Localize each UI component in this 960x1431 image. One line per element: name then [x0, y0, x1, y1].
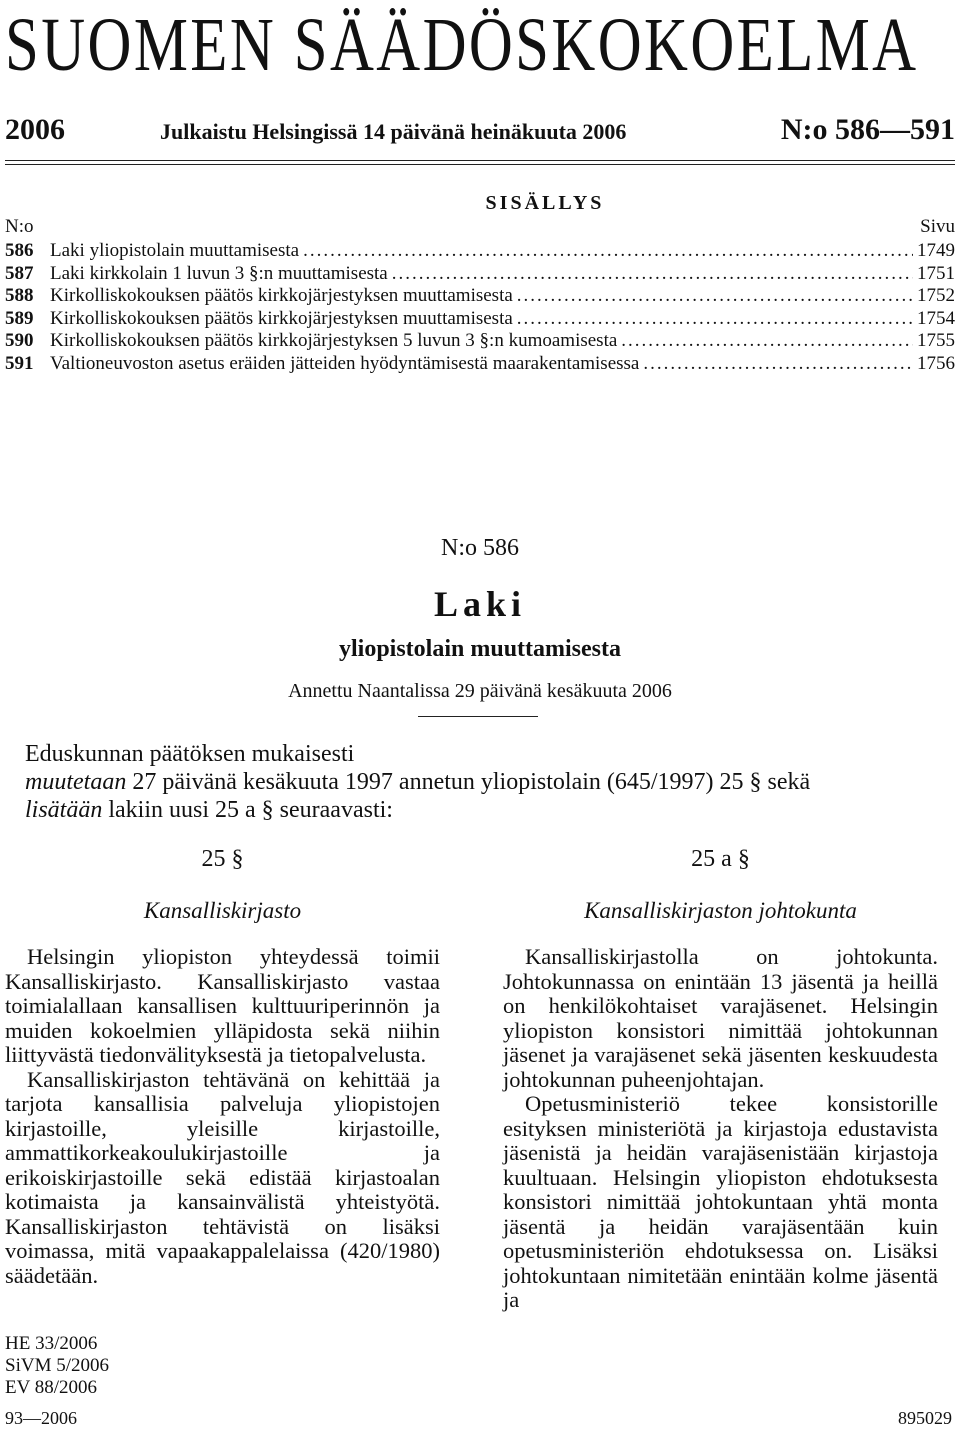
toc-item-title: Kirkolliskokouksen päätös kirkkojärjestyksen muuttamisesta — [50, 307, 513, 329]
reference-item: HE 33/2006 — [5, 1333, 98, 1354]
toc-leader-dots — [621, 330, 913, 353]
reference-item: EV 88/2006 — [5, 1377, 98, 1398]
law-subject: yliopistolain muuttamisesta — [338, 636, 622, 662]
toc-col-number: N:o — [5, 216, 34, 237]
toc-leader-dots — [392, 263, 913, 286]
toc-item — [5, 308, 955, 331]
section-paragraph: Helsingin yliopiston yhteydessä toimii Kansalliskirjasto. Kansalliskirjasto vastaa toimialallaan kansallisen kulttuuriperinnön ja muiden kokoelmien ylläpidosta sekä niihin liittyvästä tiedonvälityksestä ja tietopalvelusta. — [5, 944, 440, 1067]
toc-item-number: 588 — [5, 285, 34, 306]
enactment-clause — [25, 740, 935, 824]
amend-text: 27 päivänä kesäkuuta 1997 annetun yliopistolain (645/1997) 25 § sekä — [126, 769, 811, 795]
section-heading: 25 § — [201, 846, 244, 872]
law-given-date: Annettu Naantalissa 29 päivänä kesäkuuta 2006 — [288, 680, 672, 702]
issue-header — [5, 108, 955, 152]
toc-heading: SISÄLLYS — [485, 192, 605, 214]
footer-code-left: 93—2006 — [5, 1408, 77, 1428]
issue-numbers: N:o 586—591 — [780, 113, 955, 146]
toc-item-number: 586 — [5, 240, 34, 261]
header-rule-bottom — [5, 164, 955, 165]
footer-code-right: 895029 — [898, 1408, 952, 1428]
toc-col-page: Sivu — [920, 216, 955, 237]
toc-item-title: Laki kirkkolain 1 luvun 3 §:n muuttamisesta — [50, 262, 388, 284]
law-number: N:o 586 — [441, 535, 519, 561]
publication-date: Julkaistu Helsingissä 14 päivänä heinäkuuta 2006 — [160, 119, 627, 144]
toc-item — [5, 263, 955, 286]
toc-column-headers — [5, 216, 955, 240]
toc-item-number: 589 — [5, 307, 34, 329]
section-title: Kansalliskirjaston johtokunta — [584, 898, 857, 923]
toc-item-page: 1752 — [917, 285, 955, 306]
toc-item-number: 590 — [5, 330, 34, 351]
toc-item-page: 1755 — [917, 330, 955, 351]
add-keyword: lisätään — [25, 797, 103, 823]
masthead-title: SUOMEN SÄÄDÖSKOKOELMA — [5, 3, 919, 87]
section-paragraph: Opetusministeriö tekee konsistorille esityksen ministeriötä ja kirjastoja edustavista jäsenistä ja heidän varajäsenistään kirjastoja kuultuaan. Helsingin yliopiston ehdotuksesta konsistori nimittää johtokuntaan yhtä monta jäsentä ja heidän varajäsentään kuin opetusministeriön ehdotuksessa on. Lisäksi johtokuntaan nimitetään enintään kolme jäsentä ja — [503, 1091, 938, 1312]
toc-item-page: 1751 — [917, 262, 955, 284]
toc-item-number: 591 — [5, 352, 34, 374]
section-25 — [5, 845, 440, 1288]
toc-item-title: Kirkolliskokouksen päätös kirkkojärjestyksen 5 luvun 3 §:n kumoamisesta — [50, 330, 618, 351]
enactment-line: Eduskunnan päätöksen mukaisesti — [25, 741, 355, 767]
legislative-references — [5, 1333, 109, 1399]
section-title: Kansalliskirjasto — [143, 898, 302, 923]
toc-leader-dots — [303, 240, 913, 263]
table-of-contents — [5, 240, 955, 375]
toc-item-page: 1749 — [917, 240, 955, 261]
reference-item: SiVM 5/2006 — [5, 1355, 109, 1376]
toc-item-title: Laki yliopistolain muuttamisesta — [50, 240, 300, 261]
header-rule-top — [5, 160, 955, 161]
toc-item-page: 1754 — [917, 307, 955, 329]
toc-item — [5, 330, 955, 353]
toc-item-title: Valtioneuvoston asetus eräiden jätteiden hyödyntämisestä maarakentamisessa — [50, 352, 640, 374]
toc-item-number: 587 — [5, 262, 34, 284]
section-heading: 25 a § — [691, 846, 750, 872]
issue-year: 2006 — [5, 113, 65, 146]
toc-item — [5, 240, 955, 263]
title-divider — [418, 716, 538, 717]
amend-keyword: muutetaan — [25, 769, 127, 795]
toc-item — [5, 353, 955, 376]
add-text: lakiin uusi 25 a § seuraavasti: — [102, 797, 393, 823]
toc-item-page: 1756 — [917, 352, 955, 374]
addition-line — [25, 796, 935, 824]
amendment-line — [25, 768, 935, 796]
toc-leader-dots — [517, 285, 913, 308]
toc-item-title: Kirkolliskokouksen päätös kirkkojärjestyksen muuttamisesta — [50, 285, 513, 306]
section-25a — [503, 845, 938, 1313]
section-paragraph: Kansalliskirjaston tehtävänä on kehittää ja tarjota kansallisia palveluja yliopistojen kirjastoille, yleisille kirjastoille, ammattikorkeakoulukirjastoille ja erikoiskirjastoille sekä edistää kirjastoalan kotimaista ja kansainvälistä yhteistyötä. Kansalliskirjaston tehtävistä on lisäksi voimassa, mitä vapaakappalelaissa (420/1980) säädetään. — [5, 1066, 440, 1288]
toc-leader-dots — [517, 308, 913, 331]
toc-leader-dots — [643, 353, 913, 376]
section-paragraph: Kansalliskirjastolla on johtokunta. Johtokunnassa on enintään 13 jäsentä ja heillä on henkilökohtaiset varajäsenet. Helsingin yliopiston konsistori nimittää johtokunnan jäsenet ja varajäsenet sekä jäsenten keskuudesta johtokunnan puheenjohtajan. — [503, 944, 938, 1092]
toc-item — [5, 285, 955, 308]
law-type-title: Laki — [433, 584, 527, 624]
